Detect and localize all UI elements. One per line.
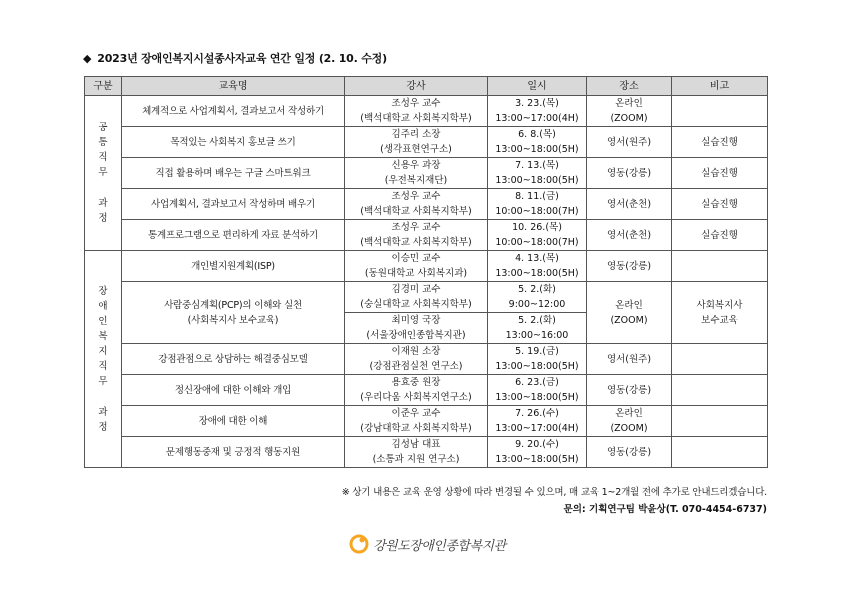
course-name: 직접 활용하며 배우는 구글 스마트워크 bbox=[122, 158, 345, 189]
course-title: 사람중심계획(PCP)의 이해와 실천 bbox=[164, 299, 302, 311]
time: 9:00~12:00 bbox=[508, 299, 566, 310]
instructor-name: 최미영 국장 bbox=[391, 315, 441, 326]
date: 10. 26.(목) bbox=[512, 222, 562, 233]
instructor-name: 이준우 교수 bbox=[391, 408, 441, 419]
instructor-name: 조성우 교수 bbox=[391, 222, 441, 233]
instructor-cell bbox=[345, 344, 488, 375]
place-cell: 영서(원주) bbox=[587, 344, 672, 375]
table-row bbox=[85, 251, 768, 282]
datetime-cell bbox=[488, 282, 587, 313]
category-char: 정 bbox=[98, 213, 108, 224]
note-cell bbox=[672, 96, 768, 127]
instructor-name: 용효중 원장 bbox=[391, 377, 441, 388]
course-name bbox=[122, 282, 345, 344]
instructor-cell bbox=[345, 406, 488, 437]
note: 사회복지사 bbox=[696, 299, 743, 311]
date: 7. 13.(목) bbox=[515, 160, 559, 171]
date: 3. 23.(목) bbox=[515, 98, 559, 109]
category-common bbox=[85, 96, 122, 251]
category-char: 지 bbox=[98, 345, 108, 357]
datetime-cell bbox=[488, 375, 587, 406]
table-row bbox=[85, 375, 768, 406]
header-category: 구분 bbox=[85, 77, 122, 96]
place-detail: (ZOOM) bbox=[610, 113, 648, 124]
note-detail: 보수교육 bbox=[701, 314, 738, 326]
datetime-cell bbox=[488, 344, 587, 375]
header-instructor: 강사 bbox=[345, 77, 488, 96]
note-cell bbox=[672, 375, 768, 406]
datetime-cell bbox=[488, 96, 587, 127]
instructor-cell bbox=[345, 437, 488, 468]
instructor-affiliation: (숭실대학교 사회복지학부) bbox=[360, 299, 472, 310]
category-char: 공 bbox=[98, 122, 108, 133]
time: 13:00~18:00(5H) bbox=[495, 361, 579, 372]
category-char: 애 bbox=[98, 300, 108, 312]
contact-info: 문의: 기획연구팀 박윤상(T. 070-4454-6737) bbox=[563, 504, 767, 515]
course-name: 장애에 대한 이해 bbox=[122, 406, 345, 437]
category-specialized bbox=[85, 251, 122, 468]
header-place: 장소 bbox=[587, 77, 672, 96]
date: 7. 26.(수) bbox=[515, 408, 559, 419]
instructor-affiliation: (소통과 지원 연구소) bbox=[372, 454, 460, 465]
date: 5. 2.(화) bbox=[518, 284, 556, 295]
date: 4. 13.(목) bbox=[515, 253, 559, 264]
note-cell bbox=[672, 251, 768, 282]
table-row bbox=[85, 158, 768, 189]
instructor-name: 김경미 교수 bbox=[391, 284, 441, 295]
date: 6. 8.(목) bbox=[518, 129, 556, 140]
place-cell bbox=[587, 406, 672, 437]
category-char: 무 bbox=[98, 375, 108, 387]
instructor-name: 조성우 교수 bbox=[391, 191, 441, 202]
instructor-affiliation: (백석대학교 사회복지학부) bbox=[360, 113, 472, 124]
time: 13:00~17:00(4H) bbox=[495, 423, 579, 434]
header-note: 비고 bbox=[672, 77, 768, 96]
datetime-cell bbox=[488, 220, 587, 251]
instructor-cell bbox=[345, 96, 488, 127]
instructor-cell bbox=[345, 220, 488, 251]
header-course: 교육명 bbox=[122, 77, 345, 96]
category-char: 정 bbox=[98, 421, 108, 433]
time: 13:00~16:00 bbox=[505, 330, 569, 341]
note-cell bbox=[672, 437, 768, 468]
place-detail: (ZOOM) bbox=[610, 423, 648, 434]
logo-emblem-icon bbox=[349, 534, 369, 554]
instructor-affiliation: (우전복지재단) bbox=[384, 175, 448, 186]
note-cell bbox=[672, 282, 768, 344]
datetime-cell bbox=[488, 251, 587, 282]
category-char: 복 bbox=[98, 330, 108, 342]
course-name: 통계프로그램으로 편리하게 자료 분석하기 bbox=[122, 220, 345, 251]
category-char: 과 bbox=[98, 198, 108, 209]
table-row bbox=[85, 344, 768, 375]
datetime-cell bbox=[488, 189, 587, 220]
date: 9. 20.(수) bbox=[515, 439, 559, 450]
note-cell: 실습진행 bbox=[672, 189, 768, 220]
place: 온라인 bbox=[615, 299, 643, 311]
place: 온라인 bbox=[615, 408, 643, 419]
date: 8. 11.(금) bbox=[515, 191, 559, 202]
date: 6. 23.(금) bbox=[515, 377, 559, 388]
instructor-affiliation: (강남대학교 사회복지학부) bbox=[360, 423, 472, 434]
course-subtitle: (사회복지사 보수교육) bbox=[187, 314, 279, 326]
instructor-cell bbox=[345, 313, 488, 344]
instructor-cell bbox=[345, 158, 488, 189]
category-char: 통 bbox=[98, 137, 108, 148]
place-cell: 영동(강릉) bbox=[587, 437, 672, 468]
footnote: ※ 상기 내용은 교육 운영 상황에 따라 변경될 수 있으며, 매 교육 1~2개월 전에 추가로 안내드리겠습니다. bbox=[341, 487, 767, 498]
table-row bbox=[85, 437, 768, 468]
table-row bbox=[85, 406, 768, 437]
organization-logo bbox=[349, 534, 506, 554]
table-row bbox=[85, 220, 768, 251]
course-name: 목적있는 사회복지 홍보글 쓰기 bbox=[122, 127, 345, 158]
instructor-affiliation: (우리다움 사회복지연구소) bbox=[360, 392, 472, 403]
course-name: 사업계획서, 결과보고서 작성하며 배우기 bbox=[122, 189, 345, 220]
place-cell: 영동(강릉) bbox=[587, 158, 672, 189]
time: 13:00~17:00(4H) bbox=[495, 113, 579, 124]
place-cell: 영서(원주) bbox=[587, 127, 672, 158]
course-name: 체계적으로 사업계획서, 결과보고서 작성하기 bbox=[122, 96, 345, 127]
instructor-affiliation: (생각표현연구소) bbox=[380, 144, 452, 155]
table-row bbox=[85, 96, 768, 127]
place: 온라인 bbox=[615, 98, 643, 109]
instructor-name: 이승민 교수 bbox=[391, 253, 441, 264]
place-cell bbox=[587, 282, 672, 344]
place-cell: 영동(강릉) bbox=[587, 251, 672, 282]
category-char: 과 bbox=[98, 406, 108, 418]
instructor-cell bbox=[345, 282, 488, 313]
time: 10:00~18:00(7H) bbox=[495, 206, 579, 217]
note-cell: 실습진행 bbox=[672, 158, 768, 189]
instructor-name: 이재원 소장 bbox=[391, 346, 441, 357]
instructor-name: 김주리 소장 bbox=[391, 129, 441, 140]
document-title bbox=[83, 50, 387, 66]
note-cell: 실습진행 bbox=[672, 127, 768, 158]
datetime-cell bbox=[488, 406, 587, 437]
time: 13:00~18:00(5H) bbox=[495, 144, 579, 155]
table-row bbox=[85, 282, 768, 313]
time: 13:00~18:00(5H) bbox=[495, 454, 579, 465]
instructor-name: 김성남 대표 bbox=[391, 439, 441, 450]
category-char: 장 bbox=[98, 285, 108, 297]
time: 13:00~18:00(5H) bbox=[495, 392, 579, 403]
instructor-cell bbox=[345, 251, 488, 282]
instructor-affiliation: (백석대학교 사회복지학부) bbox=[360, 206, 472, 217]
logo-text: 강원도장애인종합복지관 bbox=[373, 538, 506, 554]
place-detail: (ZOOM) bbox=[610, 314, 648, 326]
instructor-affiliation: (서울장애인종합복지관) bbox=[366, 330, 466, 341]
date: 5. 19.(금) bbox=[515, 346, 559, 357]
category-char: 직 bbox=[98, 360, 108, 372]
place-cell: 영서(춘천) bbox=[587, 189, 672, 220]
time: 13:00~18:00(5H) bbox=[495, 175, 579, 186]
schedule-table bbox=[84, 76, 768, 468]
time: 13:00~18:00(5H) bbox=[495, 268, 579, 279]
datetime-cell bbox=[488, 127, 587, 158]
instructor-affiliation: (백석대학교 사회복지학부) bbox=[360, 237, 472, 248]
time: 10:00~18:00(7H) bbox=[495, 237, 579, 248]
note-cell bbox=[672, 406, 768, 437]
instructor-name: 신용우 과장 bbox=[391, 160, 441, 171]
instructor-affiliation: (동원대학교 사회복지과) bbox=[364, 268, 468, 279]
datetime-cell bbox=[488, 313, 587, 344]
date: 5. 2.(화) bbox=[518, 315, 556, 326]
place-cell bbox=[587, 96, 672, 127]
title-bullet: ◆ bbox=[83, 52, 92, 65]
course-name: 강점관점으로 상담하는 해결중심모델 bbox=[122, 344, 345, 375]
title-text: 2023년 장애인복지시설종사자교육 연간 일정 (2. 10. 수정) bbox=[97, 52, 387, 65]
header-datetime: 일시 bbox=[488, 77, 587, 96]
place-cell: 영서(춘천) bbox=[587, 220, 672, 251]
instructor-cell bbox=[345, 127, 488, 158]
course-name: 개인별지원계획(ISP) bbox=[122, 251, 345, 282]
note-cell: 실습진행 bbox=[672, 220, 768, 251]
instructor-affiliation: (강점관점실천 연구소) bbox=[369, 361, 463, 372]
table-header-row bbox=[85, 77, 768, 96]
datetime-cell bbox=[488, 437, 587, 468]
category-char: 직 bbox=[98, 152, 108, 163]
instructor-name: 조성우 교수 bbox=[391, 98, 441, 109]
note-cell bbox=[672, 344, 768, 375]
course-name: 정신장애에 대한 이해와 개입 bbox=[122, 375, 345, 406]
datetime-cell bbox=[488, 158, 587, 189]
category-char: 인 bbox=[98, 315, 108, 327]
place-cell: 영동(강릉) bbox=[587, 375, 672, 406]
course-name: 문제행동중재 및 긍정적 행동지원 bbox=[122, 437, 345, 468]
table-row bbox=[85, 189, 768, 220]
instructor-cell bbox=[345, 375, 488, 406]
instructor-cell bbox=[345, 189, 488, 220]
table-row bbox=[85, 127, 768, 158]
category-char: 무 bbox=[98, 167, 108, 178]
